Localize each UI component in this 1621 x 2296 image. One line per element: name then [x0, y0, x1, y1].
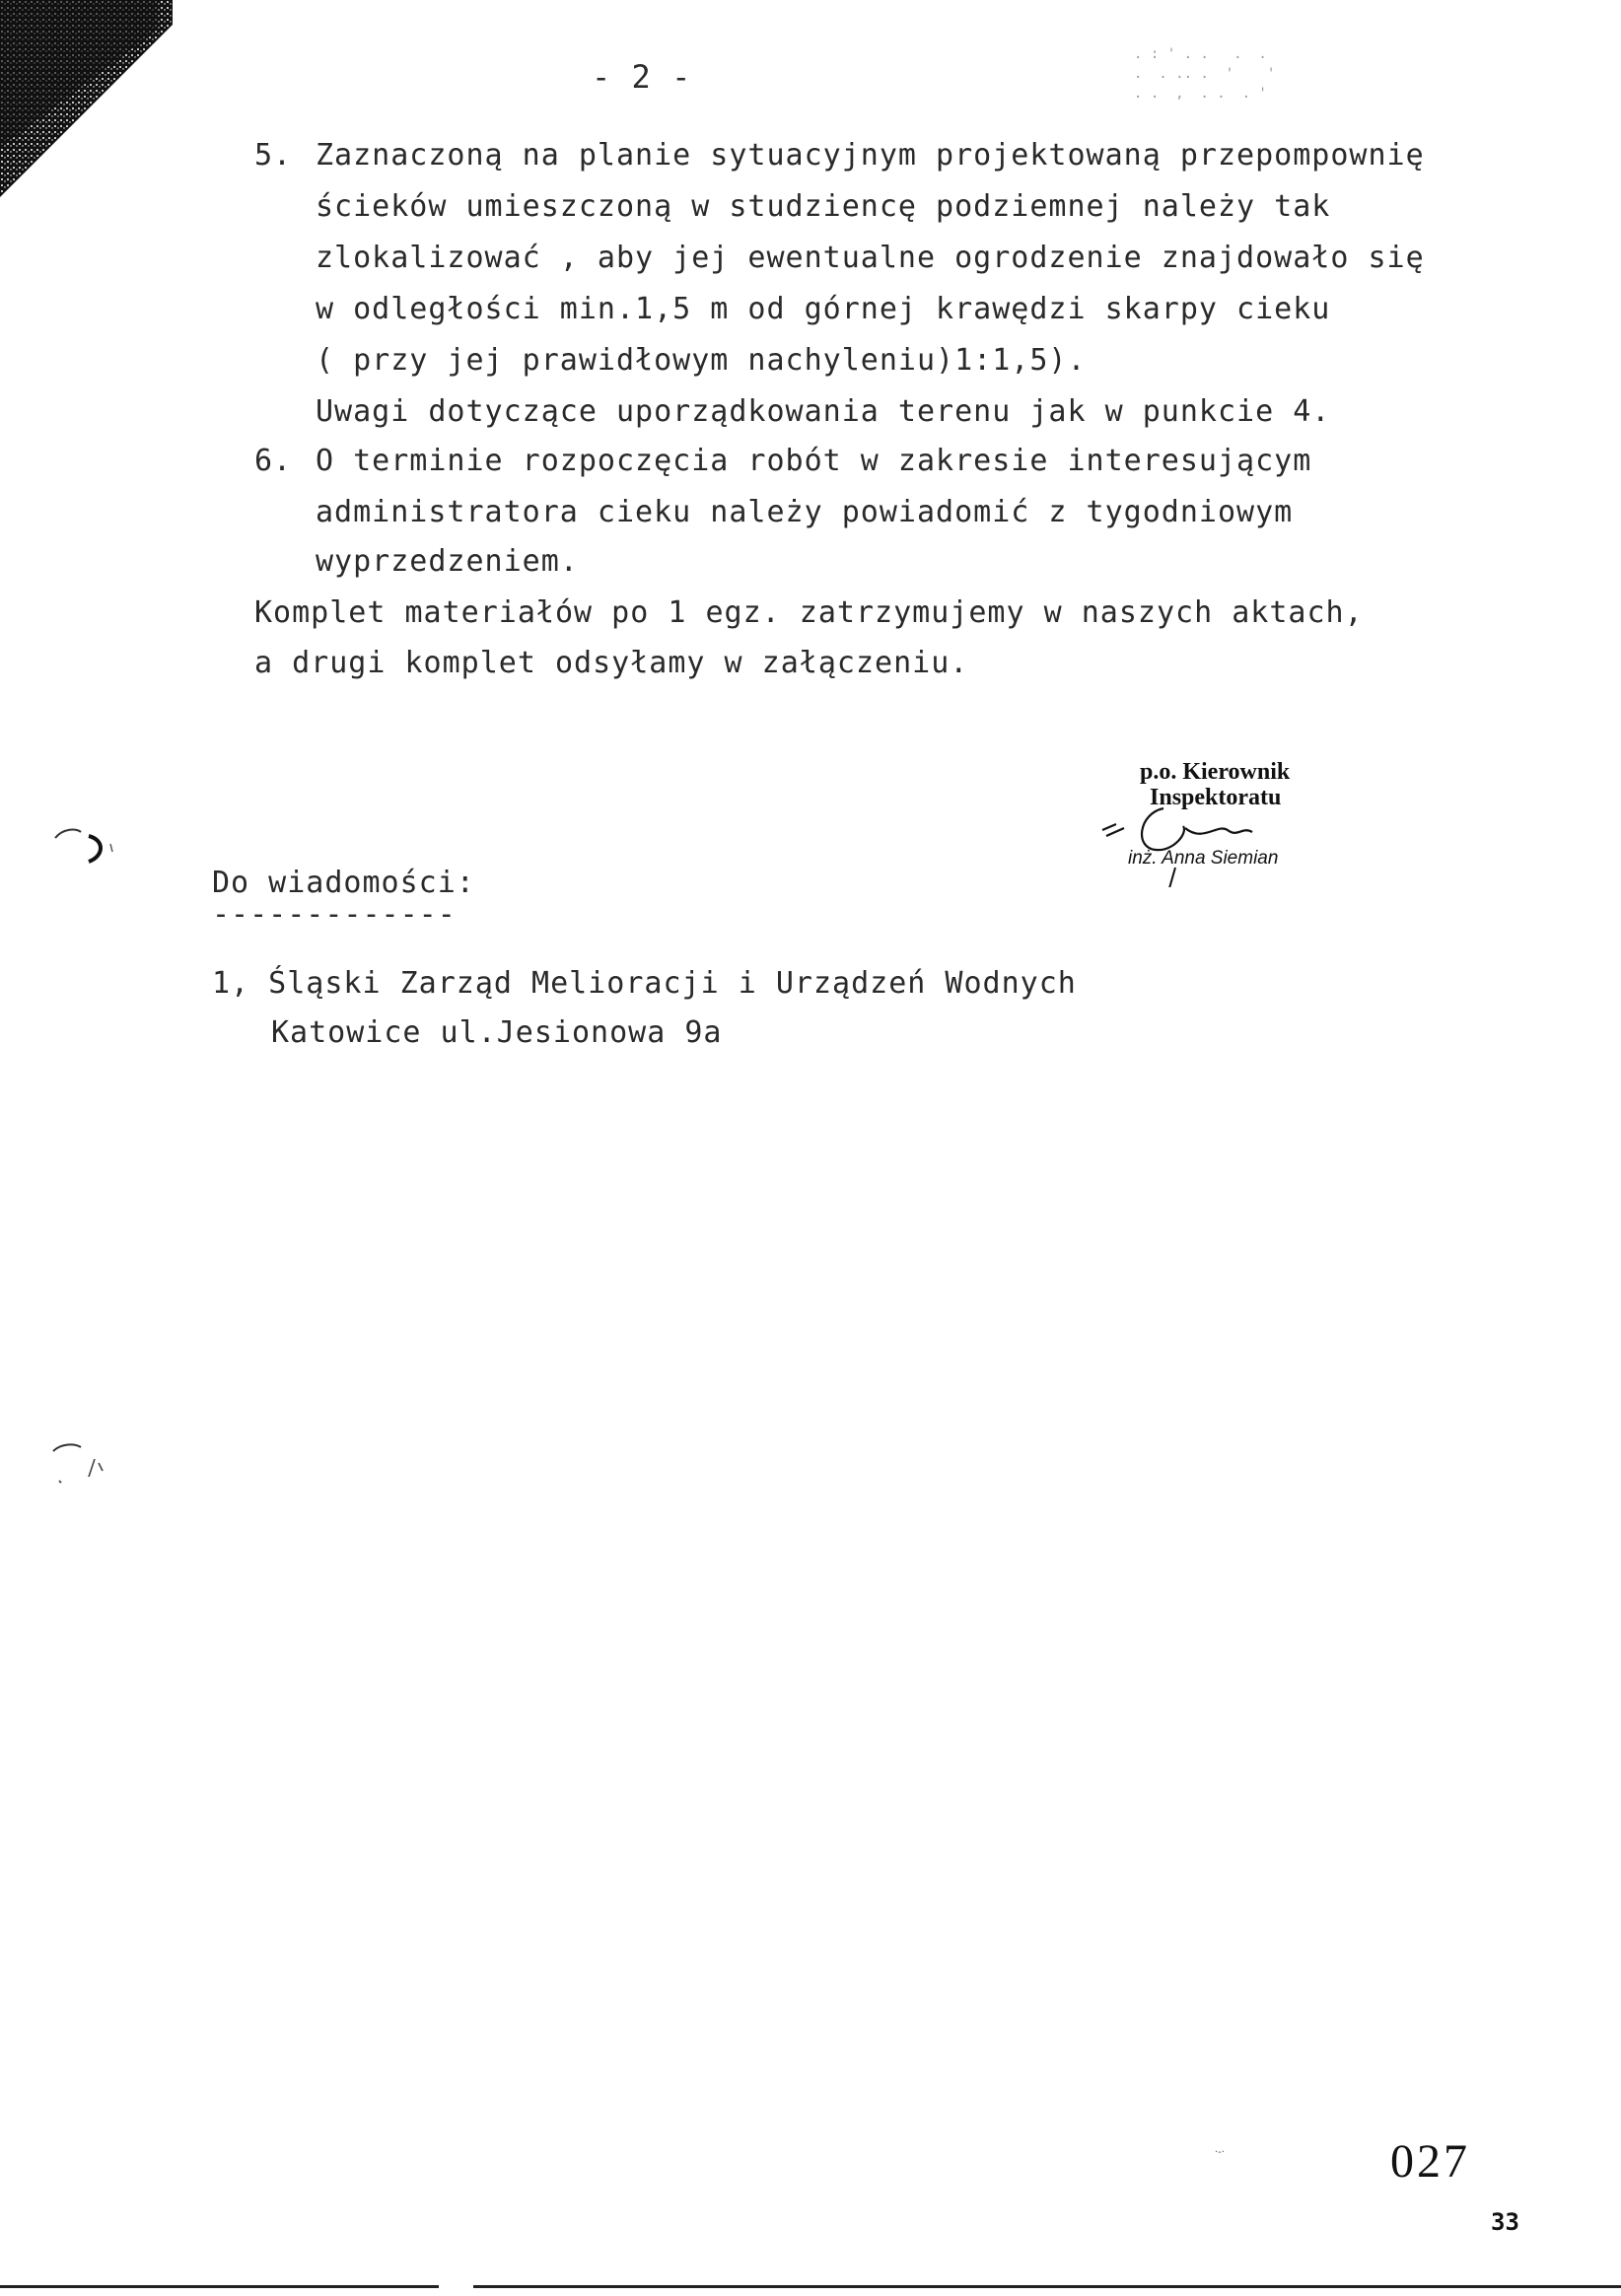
margin-mark [49, 818, 118, 877]
margin-mark [49, 1439, 118, 1498]
signature-name: inż. Anna Siemian [1128, 848, 1279, 869]
paragraph-line: O terminie rozpoczęcia robót w zakresie interesującym [316, 444, 1312, 478]
handwritten-signature [1094, 789, 1321, 887]
recipients-underline: ------------- [212, 897, 457, 932]
paragraph-line: ( przy jej prawidłowym nachyleniu)1:1,5). [316, 343, 1087, 378]
signature-department: Inspektoratu [1150, 785, 1282, 810]
paragraph-line: administratora cieku należy powiadomić z tygodniowym [316, 495, 1294, 529]
sheet-number: 33 [1491, 2208, 1519, 2236]
paragraph-line: w odległości min.1,5 m od górnej krawędzi skarpy cieku [316, 292, 1331, 326]
paragraph-line: ścieków umieszczoną w studziencę podziemnej należy tak [316, 189, 1331, 224]
signature-stamp [1094, 759, 1321, 887]
paragraph-number: 5. [254, 138, 293, 173]
recipient-line: 1, Śląski Zarząd Melioracji i Urządzeń Wodnych [212, 966, 1077, 1001]
signature-title: p.o. Kierownik [1140, 759, 1291, 785]
archive-number: 027 [1390, 2135, 1470, 2188]
closing-line: Komplet materiałów po 1 egz. zatrzymujemy w naszych aktach, [254, 595, 1364, 630]
paragraph-line: wyprzedzeniem. [316, 544, 579, 579]
paragraph-number: 6. [254, 444, 293, 478]
paragraph-line: zlokalizować , aby jej ewentualne ogrodzenie znajdowało się [316, 241, 1425, 275]
recipients-heading: Do wiadomości: [212, 866, 475, 900]
closing-line: a drugi komplet odsyłamy w załączeniu. [254, 646, 969, 680]
small-scan-mark: ·-· [1215, 2147, 1225, 2158]
recipient-line: Katowice ul.Jesionowa 9a [271, 1015, 723, 1050]
paragraph-line: Zaznaczoną na planie sytuacyjnym projektowaną przepompownię [316, 138, 1425, 173]
scan-corner-shadow [0, 0, 227, 197]
page-number: - 2 - [592, 58, 692, 96]
paragraph-line: Uwagi dotyczące uporządkowania terenu jak w punkcie 4. [316, 394, 1331, 429]
bottom-scan-edge [0, 2285, 1621, 2288]
scan-noise: . : ' . . . . . . .. . ' ' . . , . . . ' [1134, 46, 1276, 102]
